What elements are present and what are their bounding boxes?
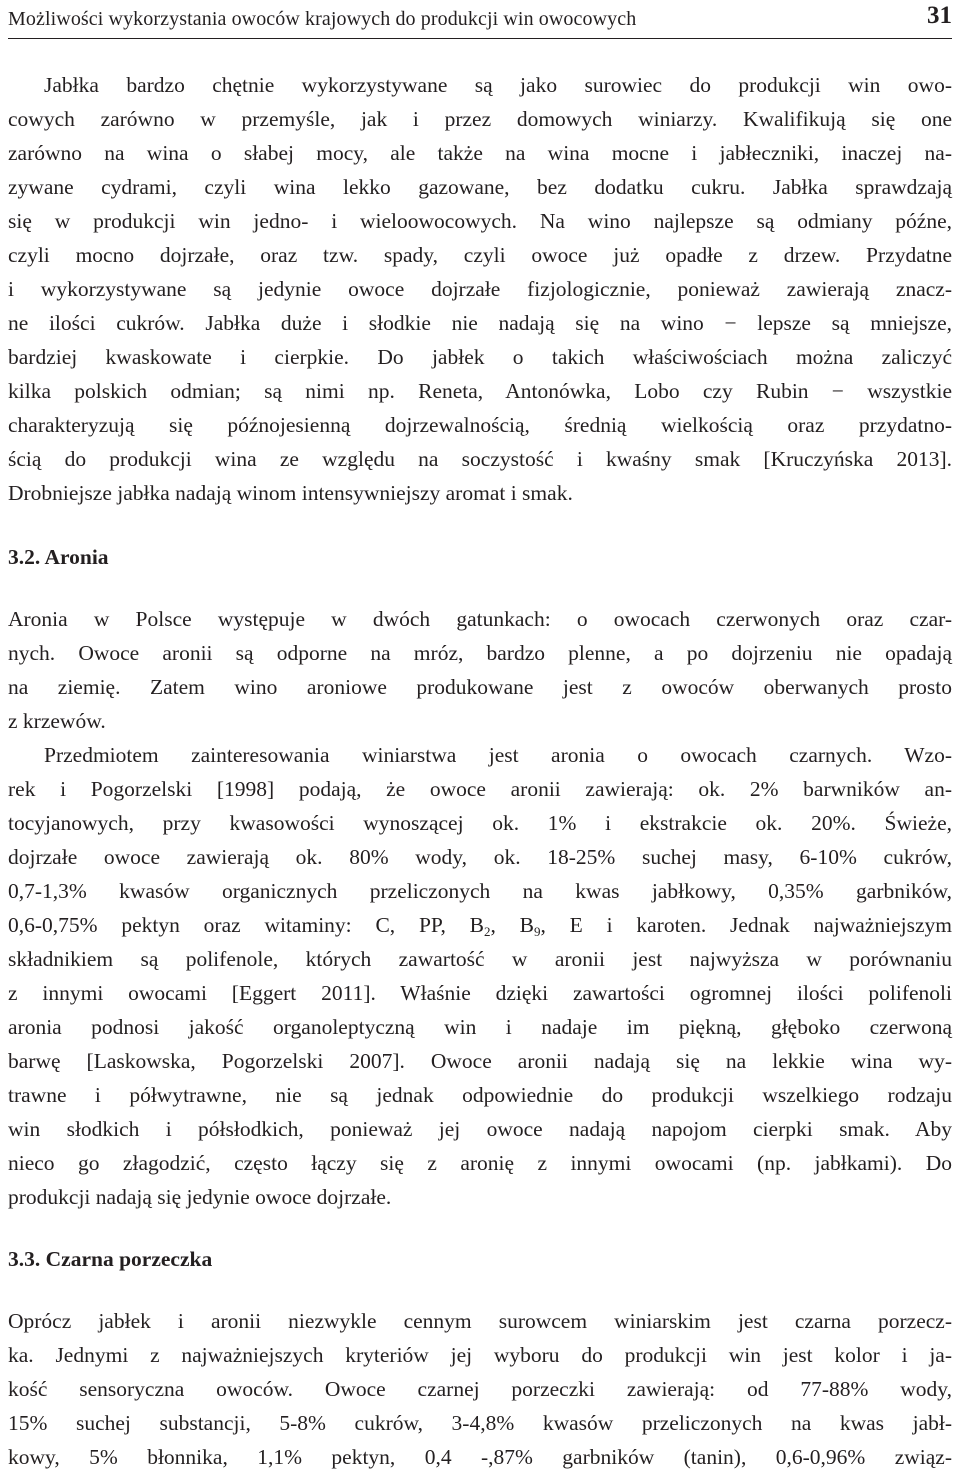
text-line: ścią do produkcji wina ze względu na soczystość i kwaśny smak [Kruczyńska 2013]. (8, 447, 952, 471)
page-number: 31 (927, 2, 952, 29)
section-heading-aronia: 3.2. Aronia (8, 545, 109, 569)
text-segment: 0,6-0,75% pektyn oraz witaminy: C, PP, B (8, 913, 484, 937)
header-title: Możliwości wykorzystania owoców krajowych do produkcji win owocowych (8, 8, 637, 30)
text-line: Jabłka bardzo chętnie wykorzystywane są jako surowiec do produkcji win owo- (44, 73, 952, 97)
text-line: trawne i półwytrawne, nie są jednak odpowiednie do produkcji wszelkiego rodzaju (8, 1083, 952, 1107)
text-line: składnikiem są polifenole, których zawartość w aronii jest najwyższa w porównaniu (8, 947, 952, 971)
text-line: kowy, 5% błonnika, 1,1% pektyn, 0,4 -,87% garbników (tanin), 0,6-0,96% związ- (8, 1445, 952, 1469)
text-line: czyli mocno dojrzałe, oraz tzw. spady, czyli owoce już opadłe z drzew. Przydatne (8, 243, 952, 267)
text-line: nych. Owoce aronii są odporne na mróz, bardzo plenne, a po dojrzeniu nie opadają (8, 641, 952, 665)
text-line: aronia podnosi jakość organoleptyczną win i nadaje im piękną, głęboko czerwoną (8, 1015, 952, 1039)
text-line: zarówno na wina o słabej mocy, ale także na wina mocne i jabłeczniki, inaczej na- (8, 141, 952, 165)
subscript: 9 (534, 924, 541, 939)
text-line: na ziemię. Zatem wino aroniowe produkowane jest z owoców oberwanych prosto (8, 675, 952, 699)
text-line: się w produkcji win jedno- i wieloowocowych. Na wino najlepsze są odmiany późne, (8, 209, 952, 233)
text-line: kość sensoryczna owoców. Owoce czarnej porzeczki zawierają: od 77-88% wody, (8, 1377, 952, 1401)
text-line: cowych zarówno w przemyśle, jak i przez domowych winiarzy. Kwalifikują się one (8, 107, 952, 131)
text-line: Przedmiotem zainteresowania winiarstwa jest aronia o owocach czarnych. Wzo- (44, 743, 952, 767)
text-line: dojrzałe owoce zawierają ok. 80% wody, ok. 18-25% suchej masy, 6-10% cukrów, (8, 845, 952, 869)
text-segment: , B (490, 913, 535, 937)
text-line: i wykorzystywane są jedynie owoce dojrzałe fizjologicznie, ponieważ zawierają znacz- (8, 277, 952, 301)
text-line: tocyjanowych, przy kwasowości wynoszącej ok. 1% i ekstrakcie ok. 20%. Świeże, (8, 811, 952, 835)
text-segment: , E i karoten. Jednak najważniejszym (540, 913, 953, 937)
text-line: z innymi owocami [Eggert 2011]. Właśnie dzięki zawartości ogromnej ilości polifenoli (8, 981, 952, 1005)
text-line: bardziej kwaskowate i cierpkie. Do jabłek o takich właściwościach można zaliczyć (8, 345, 952, 369)
text-line-with-subscripts (8, 908, 952, 942)
text-line: 15% suchej substancji, 5-8% cukrów, 3-4,8% kwasów przeliczonych na kwas jabł- (8, 1411, 952, 1435)
text-line: win słodkich i półsłodkich, ponieważ jej owoce nadają napojom cierpki smak. Aby (8, 1117, 952, 1141)
text-line: barwę [Laskowska, Pogorzelski 2007]. Owoce aronii nadają się na lekkie wina wy- (8, 1049, 952, 1073)
text-line: Aronia w Polsce występuje w dwóch gatunkach: o owocach czerwonych oraz czar- (8, 607, 952, 631)
text-line: zywane cydrami, czyli wina lekko gazowane, bez dodatku cukru. Jabłka sprawdzają (8, 175, 952, 199)
section-heading-czarna-porzeczka: 3.3. Czarna porzeczka (8, 1247, 213, 1271)
text-line: nieco go złagodzić, często łączy się z aronię z innymi owocami (np. jabłkami). Do (8, 1151, 952, 1175)
text-line: Oprócz jabłek i aronii niezwykle cennym surowcem winiarskim jest czarna porzecz- (8, 1309, 952, 1333)
text-line: z krzewów. (8, 709, 106, 733)
subscript: 2 (484, 924, 491, 939)
text-line: 0,7-1,3% kwasów organicznych przeliczonych na kwas jabłkowy, 0,35% garbników, (8, 879, 952, 903)
text-line: produkcji nadają się jedynie owoce dojrzałe. (8, 1185, 392, 1209)
text-line: kilka polskich odmian; są nimi np. Reneta, Antonówka, Lobo czy Rubin − wszystkie (8, 379, 952, 403)
text-line: charakteryzują się późnojesienną dojrzewalnością, średnią wielkością oraz przydatno- (8, 413, 952, 437)
text-line: ka. Jednymi z najważniejszych kryteriów jej wyboru do produkcji win jest kolor i ja- (8, 1343, 952, 1367)
text-line: rek i Pogorzelski [1998] podają, że owoce aronii zawierają: ok. 2% barwników an- (8, 777, 952, 801)
text-line: ne ilości cukrów. Jabłka duże i słodkie nie nadają się na wino − lepsze są mniejsze, (8, 311, 952, 335)
running-header (8, 2, 952, 39)
text-line: Drobniejsze jabłka nadają winom intensywniejszy aromat i smak. (8, 481, 573, 505)
